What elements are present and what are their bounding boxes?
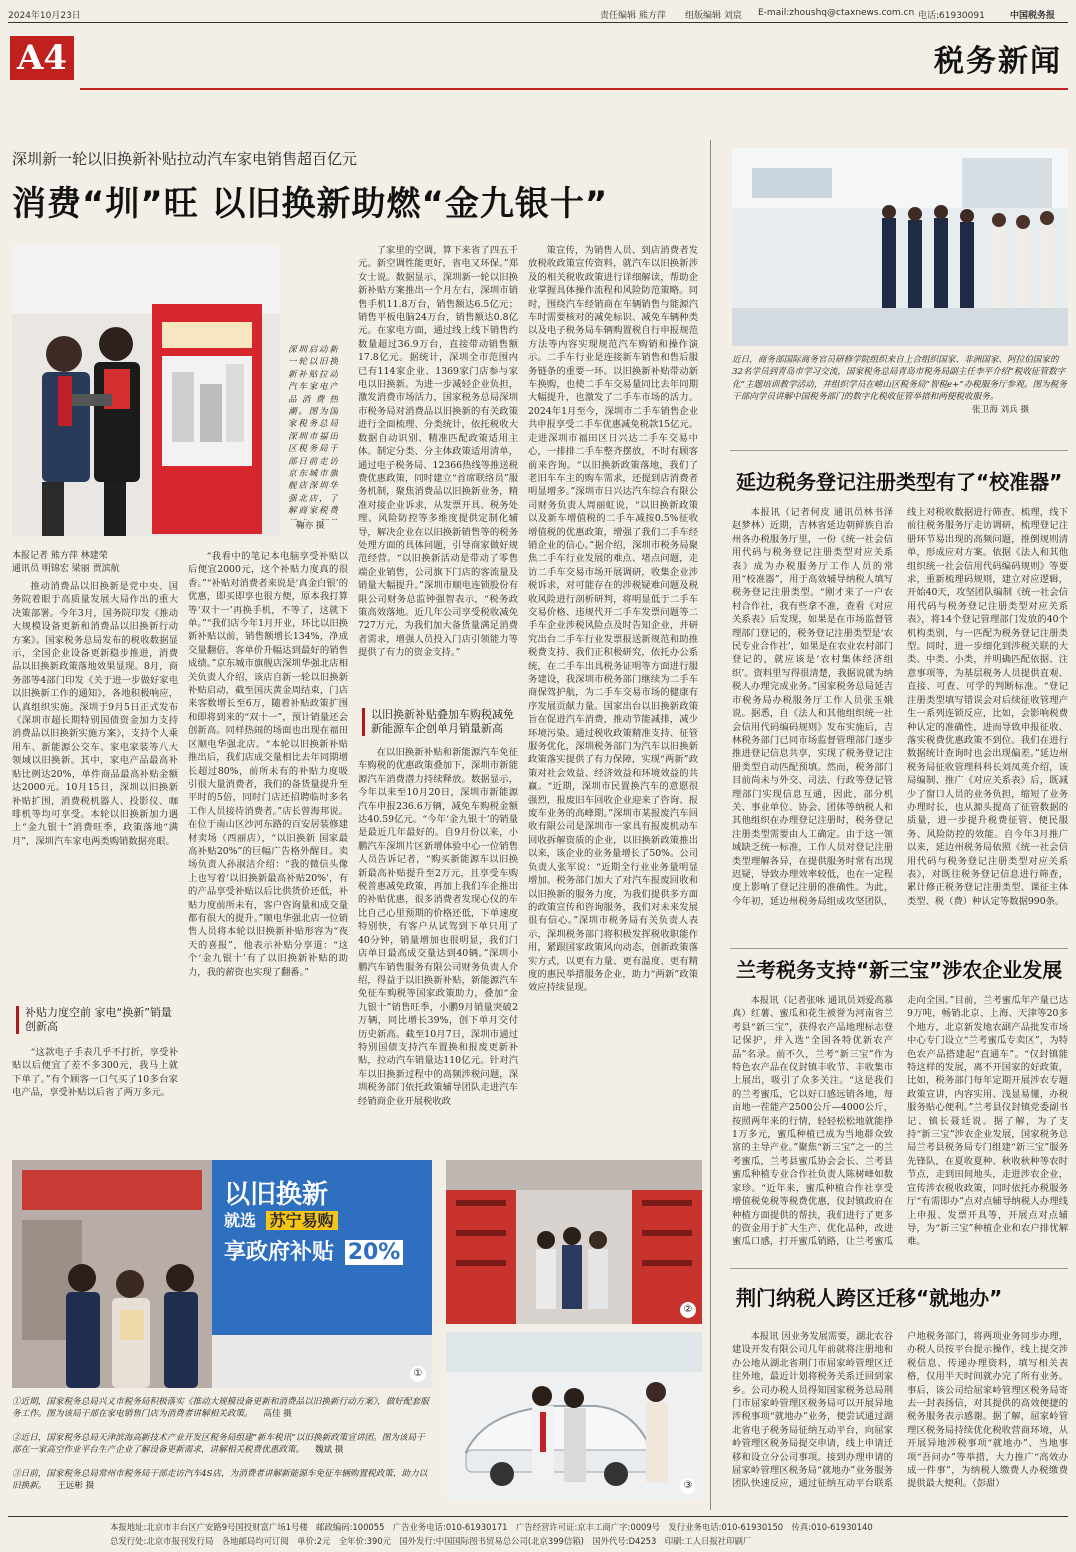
footer-line-1: 本报地址:北京市丰台区广安路9号国投财富广场1号楼 邮政编码:100055 广告业务电话:010-61930171 广告经营许可证:京丰工商广字:0009号 发行业务电话:010-61930150 传真:010-61930140	[110, 1522, 873, 1532]
footer-line-2: 总发行处:北京市报刊发行局 各地邮局均可订阅 单价:2元 全年价:390元 国外发行:中国国际图书贸易总公司(北京399信箱) 国外代号:D4253 印刷:工人日报社印刷厂	[110, 1536, 752, 1546]
photo-appliance-store	[12, 1160, 432, 1388]
main-photo	[12, 244, 280, 536]
story4-body: 本报讯 因业务发展需要，湖北农谷建设开发有限公司几年前就将注册地和办公地从湖北省荆门市屈家岭管理区迁往外地，最近计划将税务关系迁回到家乡。公司办税人员得知国家税务总局荆门市屈家岭管理区税务局可以开展异地涉税事项“就地办”业务，便尝试通过湖北省电子税务局征纳互动平台，向屈家岭管理区税务局提交申请，线上申请迁移和设立分公司事项。接到办理申请的屈家岭管理区税务局“就地办”业务服务团队快速反应，通过征纳互动平台联系户地税务部门，将两项业务同步办理，办税人员按平台提示操作，线上提交涉税信息、传递办理资料，填写相关表格，仅用半天时间就办完了所有业务。事后，该公司给屈家岭管理区税务局寄去一封表扬信，对其提供的高效便捷的税务服务表示感谢。据了解，屈家岭管理区税务局持续优化税收营商环境，从开展异地涉税事项“就地办”、当地事项“吾问办”等举措，大力推广“高效办成一件事”，为纳税人缴费人办税缴费提供最大便利。（彭甜）	[732, 1331, 1068, 1490]
right-photo-credit: 张卫海 刘兵 摄	[972, 405, 1030, 415]
designer-credit: 组版编辑 刘宸	[685, 11, 742, 21]
store-banner	[224, 1180, 424, 1268]
store-banner-line3: 享政府补贴	[224, 1240, 335, 1265]
editor-credit: 责任编辑 熊方萍	[600, 11, 666, 21]
story3-headline: 兰考税务支持“新三宝”涉农企业发展	[736, 958, 1063, 982]
issue-date: 2024年10月23日	[8, 11, 81, 21]
right-photo	[732, 148, 1068, 346]
contact-phone: 电话:61930091	[918, 11, 985, 21]
photo-caption-2: ②近日，国家税务总局天津滨海高新技术产业开发区税务局组建“新车税讯”以旧换新政策宣讲团。图为该局干部在一家高空作业平台生产企业了解设备更新需求，讲解相关税费优惠政策。 魏斌 摄	[12, 1433, 425, 1456]
subhead-appliance-sales: 补贴力度空前 家电“换新”销量创新高	[16, 1006, 175, 1034]
photo-marker-1: ①	[410, 1366, 426, 1382]
paper-name: 中国税务报	[1010, 11, 1056, 21]
story4-headline: 荆门纳税人跨区迁移“就地办”	[736, 1286, 1003, 1310]
photo-factory	[446, 1160, 702, 1324]
main-col3: 了家里的空调，算下来省了四五千元。新空调性能更好，省电又环保。”郑女士说。数据显示，深圳新一轮以旧换新补贴方案推出一个月左右，深圳市销售手机11.8万台，销售额达6.5亿元；销售平板电脑24万台，销售额达0.8亿元。在家电方面，通过线上线下销售约数量超过36.9万台，直接带动销售额17.8亿元。据统计，深圳全市范围内已有114家企业、1369家门店参与家电以旧换新。为进一步减轻企业负担，激发消费市场活力，国家税务总局深圳市税务局对消费品以旧换新的有关政策进行全面梳理、分类统计，依托税收大数据自动识别、精准匹配政策适用主体。制定分类、分主体政策适用清单，通过电子税务局、12366热线等推送税费优惠政策，同时建立“首席联络员”服务机制，聚焦消费品以旧换新业务，精准对接企业诉求，从发票开具、税务处理、风险防控等多维度提供定制化辅导，解决企业在以旧换新销售等的税务处理方面的具体问题，引导商家做好规范经营。“以旧换新活动是带动了零售端企业销售，公司旗下门店的客流量及销量大幅提升。”深圳市顺电连锁股份有限公司财务总监钟强智表示，“税务政策高效落地。近几年公司享受税收减免727万元，为我们加大备货量满足消费者需求，增强人员投入门店引领能力等提供了有力的资金支持。”	[358, 245, 518, 659]
byline-reporters: 本报记者 熊方萍 林建荣	[12, 551, 108, 561]
store-banner-line1: 以旧换新	[224, 1180, 329, 1210]
main-photo-credit: 鞠亦 摄	[296, 521, 325, 531]
story2-headline: 延边税务登记注册类型有了“校准器”	[736, 470, 1063, 494]
main-photo-caption: 深圳启动新一轮以旧换新补贴拉动汽车家电产品消费热潮。图为国家税务总局深圳市福田区税务局干部日前走访京东城市旗舰店深圳华强北店，了解商家税费	[288, 345, 338, 517]
main-col1: 推动消费品以旧换新是党中央、国务院着眼于高质量发展大局作出的重大决策部署。今年3月，国务院印发《推动大规模设备更新和消费品以旧换新行动方案》。国家税务总局发布的税收数据显示，全国企业设备更新稳步推进，消费品以旧换新政策落地效果显现。8月，商务部等4部门印发《关于进一步做好家电以旧换新工作的通知》，各地积极响应，认真组织实施。深圳于9月5日正式发布《深圳市超长期特别国债资金加力支持消费品以旧换新实施方案》，支持个人乘用车、新能源公交车、家电家装等八大领域以旧换新。其中，家电产品最高补贴比例达20%，单件商品最高补贴金额达2000元。10月15日，深圳以旧换新补贴扩围，消费税机器人、投影仪、咖啡机等均可享受。本轮以旧换新加力遇上“金九银十”消费旺季，政策落地“满月”，深圳汽车家电两类购销数据亮眼。	[12, 581, 178, 847]
contact-email: E-mail:zhoushq@ctaxnews.com.cn	[758, 8, 915, 18]
story2-body: 本报讯（记者何皮 通讯员林书泽 赵梦林）近期，吉林省延边朝鲜族自治州各办税服务厅里，一份《统一社会信用代码与税务登记注册类型对应关系表》成为办税服务厅工作人员的常用“校准器”，用于高效辅导纳税人填写税务登记注册类型。“刚才来了一户农村合作社，我有些拿不准，查看《对应关系表》后发现，如果是在市场监督管理部门登记的，税务登记注册类型是‘农民专业合作社’，如果是在农业农村部门登记的，就应该是‘农村集体经济组织’。资料里写得很清楚，我据说就为纳税人办理完成业务。”国家税务总局延吉市税务局办税服务厅工作人员张玉娥说。据悉，自《法人和其他组织统一社会信用代码编码规则》发布实施后，吉林税务部门已同市场监督管理部门逐步推进登记信息共享，实现了税务登记注册类型自动匹配预填。然而，税务部门目前尚未与外交、司法、行政等登记管理部门实现信息互通，因此，部分机关、事业单位、协会、团体等纳税人和其他组织在办理登记注册时，税务登记注册类型需要由人工确定。由于这一领域缺乏统一标准，工作人员对登记注册类型理解各异，在提供服务时常有出现迟疑，导致办理效率较低，也在一定程度上影响了登记注册的准确性。为此，今年初，延边州税务局组成攻坚团队，线上对税收数据进行筛查、梳理，线下前往税务服务厅走访调研，梳理登记注册环节易出现的高频问题，推倒规则清单，形成应对方案。依据《法人和其他组织统一社会信用代码编码规则》等要求，重新梳理码规则，建立对应逻辑，开始40天，攻坚团队编制《统一社会信用代码与税务登记注册类型对应关系表》，将14个登记管理部门发放的40个机构类别，与一匹配为税务登记注册类型。同时，进一步细化到涉税关联的大类、中类、小类，并明确匹配依据、注意事项等，为基层税务人员提供直观、直接、可查、可学的判断标准。“登记注册类型填写错误会对后续征收管理产生一系列连锁反应，比如，会影响税费种认定的准确性，进而导致申报征收、落实税费优惠政策不到位。我们在进行数据统计查询时也会出现偏差。”延边州税务局征收管理科科长刘凤英介绍，该局编制、推广《对应关系表》后，既减少了窗口人员的业务负担，缩短了业务办理时长，也从源头提高了征管数据的质量，进一步提升税费征管、便民服务、风险防控的效能。自今年3月推广以来，延边州税务局依照《统一社会信用代码与税务登记注册类型对应关系表》，对既往税务登记信息进行筛查，累计修正税务登记注册类型、课征主体类型、税（费）种认定等数据990条。	[732, 507, 1068, 907]
subhead-nev-sales: 以旧换新补贴叠加车购税减免 新能源车企创单月销量新高	[362, 708, 517, 736]
main-col4: 策宣传，为销售人员、到店消费者发放税收政策宣传资料，就汽车以旧换新涉及的相关税收政策进行详细解读，帮助企业掌握具体操作流程和风险防范策略。同时，围绕汽车经销商在车辆销售与能源汽车时需要核对的减免标识、减免车辆种类以及电子税务局车辆购置税自行申报规范方法等内容实现规范汽车购销和操作演示。二手车行业是连接新车销售和售后服务链条的重要一环。以旧换新补贴带动新车换购，也使二手车交易量同比去年同期大幅提升，也激发了二手车市场的活力。2024年1月至今，深圳市二手车销售企业共申报享受二手车优惠减免税款15亿元。走进深圳市福田区日兴达二手车交易中心，一排排二手车整齐摆放，不时有顾客前来咨询。“以旧换新政策落地，我们了老旧车车主的购车需求，还提到店消费者明显增多。”深圳市日兴达汽车综合有限公司财务负责人周丽虹说，“以旧换新政策以及新车增值税的二手车减按0.5%征收增值税的优惠政策，增强了我们二手车经销企业的信心。”据介绍，深圳市税务局聚焦二手车行业发展的难点、堵点问题，走访二手车交易市场开展调研，收集企业涉税诉求，对可能存在的涉税疑难问题及税收风险进行剖析研判，将明显低于二手车交易价格、违规代开二手车发票问题等二手车企业涉税风险点及时告知企业，并研究出台二手车行业发票报送新规范和助推税费支持、我们正积极研究，依托办公系统，在二手车出具税务证明等方面进行服务建设，我深圳市税务部门继续为二手车商保驾护航，为二手车交易市场的健康有序发展贡献力量。国家出台以旧换新政策旨在促进汽车消费，推动节能减排，减少环境污染。通过税收政策精准支持、征管服务优化，深圳税务部门为汽车以旧换新政策落实提供了有力保障，实现“两新”政策对社会效益、经济效益和环境效益的共赢。“近期，深圳市民置换汽车的意愿很强烈，报废旧车回收企业迎来了咨询、报废车业务的高峰期。”深圳市某报废汽车回收有限公司是深圳市一家具有报废机动车回收拆解资质的企业，以旧换新政策推出以来，该企业的业务量增长了50%。公司负责人张军说：“近期全行业业务量明显增加。税务部门加大了对汽车报废回收和以旧换新的服务力度，为我们提供多方面的政策宣传和咨询服务，我们对未来发展很有信心。”深圳市税务局有关负责人表示，深圳税务部门将积极发挥税收职能作用，紧跟国家政策风向动态，创新政策落实方式，以更有力量、更有温度、更有精度的惠民举措服务企业，助力“两新”政策效应持续显现。	[528, 245, 698, 994]
main-headline: 消费“圳”旺 以旧换新助燃“金九银十”	[12, 184, 609, 224]
main-col2: “我看中的笔记本电脑享受补贴以后便宜2000元，这个补贴力度真的很香。”“补贴对消费者来说是‘真金白银’的优惠，即买即享也很方便，原本我打算等‘双十一’再换手机，不等了，这就下单。”“我们店今年1月开业，环比以旧换新补贴以前，销售额增长134%，净成交量翻倍，客单价升幅达到最好的销售成绩。”京东城市旗舰店深圳华强北店相关负责人介绍，该店自新一轮以旧换新补贴启动，截至国庆黄金周结束，门店来客数增长至6万，随着补贴政策扩围和即将到来的“双十一”，预计销量还会创新高。同样热闹的场面也出现在福田区顺电华强北店。“本轮以旧换新补贴推出后，我们店成交量相比去年同期增长超过80%，前所未有的补贴力度吸引很大量消费者，我们的备货量提升至平时的5倍，同时门店还招聘临时多名工作人员接待消费者。”店长曾海邦说。在位于南山区沙河东路的百安居装修建材卖场（西丽店），“以旧换新 国家最高补贴20%”的巨幅广告格外醒目。卖场负责人孙淑洁介绍：“我的微信头像上也写着‘以旧换新最高补贴20%’，有的产品享受补贴以后比供货价还低，补贴力度前所未有，客户咨询量和成交量都有很大的提升。”顺电华强北店一位销售人员将本轮以旧换新补贴形容为“夜天的喜报”，他表示补贴分享道：“这个‘金九银十’有了以旧换新补贴的助力，我的薪资也实现了翻番。”	[188, 551, 348, 978]
photo-caption-1: ①近期，国家税务总局兴义市税务局积极落实《推动大规模设备更新和消费品以旧换新行动方案》，做好配套服务工作。图为该局干部在家电销售门店为消费者讲解相关政策。 高佳 摄	[12, 1397, 429, 1420]
page-number: A4	[16, 38, 68, 78]
main-col3b: 在以旧换新补贴和新能源汽车免征车购税的优惠政策叠加下，深圳市新能源汽车消费潜力持续释放。数据显示，今年以来至10月20日，深圳市新能源汽车申报236.6万辆，减免车购税金额达40.59亿元。“今年‘金九银十’的销量是最近几年最好的。自9月份以来，小鹏汽车深圳片区新增体验中心一位销售人员告诉记者，“购买新能源车以旧换新最高补贴提升至2万元，且享受车购税普惠减免政策，再加上我们车企推出的补贴优惠，很多消费者发现心仪的车比自己心里预期的价格还低，下单速度特别快，有客户从试驾到下单只用了40分钟，销量增加也很明显，我们门店单日最高成交量达到40辆。”深圳小鹏汽车销售服务有限公司财务负责人介绍，得益于以旧换新补贴，新能源汽车免征车购税等国家政策助力，叠加“金九银十”销售旺季，小鹏9月销量突破2万辆，同比增长39%，创下单月交付历史新高。截至10月7日，深圳市通过特别国债支持汽车置换和报废更新补贴，拉动汽车销量达110亿元。针对汽车以旧换新过程中的高频涉税问题，深圳税务部门依托政策辅导团队走进汽车经销商企业开展税收政	[358, 747, 518, 1107]
story3-body: 本报讯（记者张咏 通讯员刘爱高慕真）红薯、蜜瓜和花生被誉为河南省兰考县“新三宝”，获得农产品地理标志登记保护，并入选“全国各特优新农产品”名录。前不久，兰考“新三宝”作为特色农产品在仪封镇丰收节、丰收集市上展出，吸引了众多关注。“这是我们的兰考蜜瓜，它以好口感远销各地，每亩地一茬能产2500公斤—4000公斤，按照两年来的行情，轻轻松松地就能挣1万多元，蜜瓜种植已成为当地群众致富的主导产业。”聚焦“新三宝”之一的兰考蜜瓜，兰考县蜜瓜协会会长、兰考县蜜瓜种植专业合作社负责人陈树峰如数家珍。“近年来，蜜瓜种植合作社享受增值税免税等税费优惠，仪封镇政府在种植方面提供的帮扶，我们进行了更多的资金用于扩大生产、优化品种，改进蜜瓜口感，打开蜜瓜销路，让兰考蜜瓜走向全国。”目前，兰考蜜瓜年产量已达9万吨，畅销北京、上海、天津等20多个地方，北京新发地农副产品批发市场中心专门设立“兰考蜜瓜专卖区”，为特色农产品搭建起“直通车”。“仅封镇能特这样的发展，离不开国家的好政策，比如，税务部门每年定期开展涉农专题政策宣讲，内容实用、浅显易懂，办税服务贴心便利。”兰考县仪封镇党委副书记、镇长聂廷说。据了解，为了支持“新三宝”涉农企业发展，国家税务总局兰考县税务局专门组建“新三宝”服务先锋队，在夏收夏种、秋收秋种等农时节点，走到田间地头，走进涉农企业，宣传涉农税收政策，同时依托办税服务厅“有需即办”点对点辅导纳税人办理线上申报、发票开具等，开展点对点辅导，为“新三宝”种植企业和农户排忧解难。	[732, 995, 1068, 1248]
main-col1b: “这款电子手表几乎不打折，享受补贴以后便宜了差不多300元，我马上就下单了。”有个顾客一口气买了10多台家电产品，享受补贴以后省了两万多元。	[12, 1047, 178, 1099]
photo-car-dealer	[446, 1332, 702, 1500]
section-title: 税务新闻	[934, 44, 1062, 79]
page-number-badge	[10, 36, 74, 80]
column-divider	[710, 140, 711, 1510]
photo-caption-3: ③日前，国家税务总局常州市税务局干部走访汽车4S店，为消费者讲解新能源车免征车辆购置税政策，助力以旧换新。 王远彬 摄	[12, 1469, 428, 1492]
main-kicker: 深圳新一轮以旧换新补贴拉动汽车家电销售超百亿元	[12, 150, 358, 168]
photo-marker-3: ③	[680, 1478, 696, 1494]
photo-marker-2: ②	[680, 1302, 696, 1318]
store-banner-brand: 苏宁易购	[266, 1211, 338, 1230]
right-photo-caption: 近日，商务部国际商务官员研修学院组织来自上合组织国家、非洲国家、阿拉伯国家的32名学员到青岛市学习交流，国家税务总局青岛市税务局副主任李平介绍“税收征管数字化”主题培训教学活动，并组织学员在崂山区税务局“智税e+”办税服务厅参观。图为税务干部向学员讲解中国税务部门的数字化税收征管举措和两便税收服务。	[732, 355, 1067, 403]
store-banner-line2: 就选	[224, 1211, 257, 1230]
store-banner-pct: 20%	[345, 1240, 404, 1265]
byline-correspondents: 通讯员 明锦宏 梁丽 贾滨航	[12, 564, 120, 574]
